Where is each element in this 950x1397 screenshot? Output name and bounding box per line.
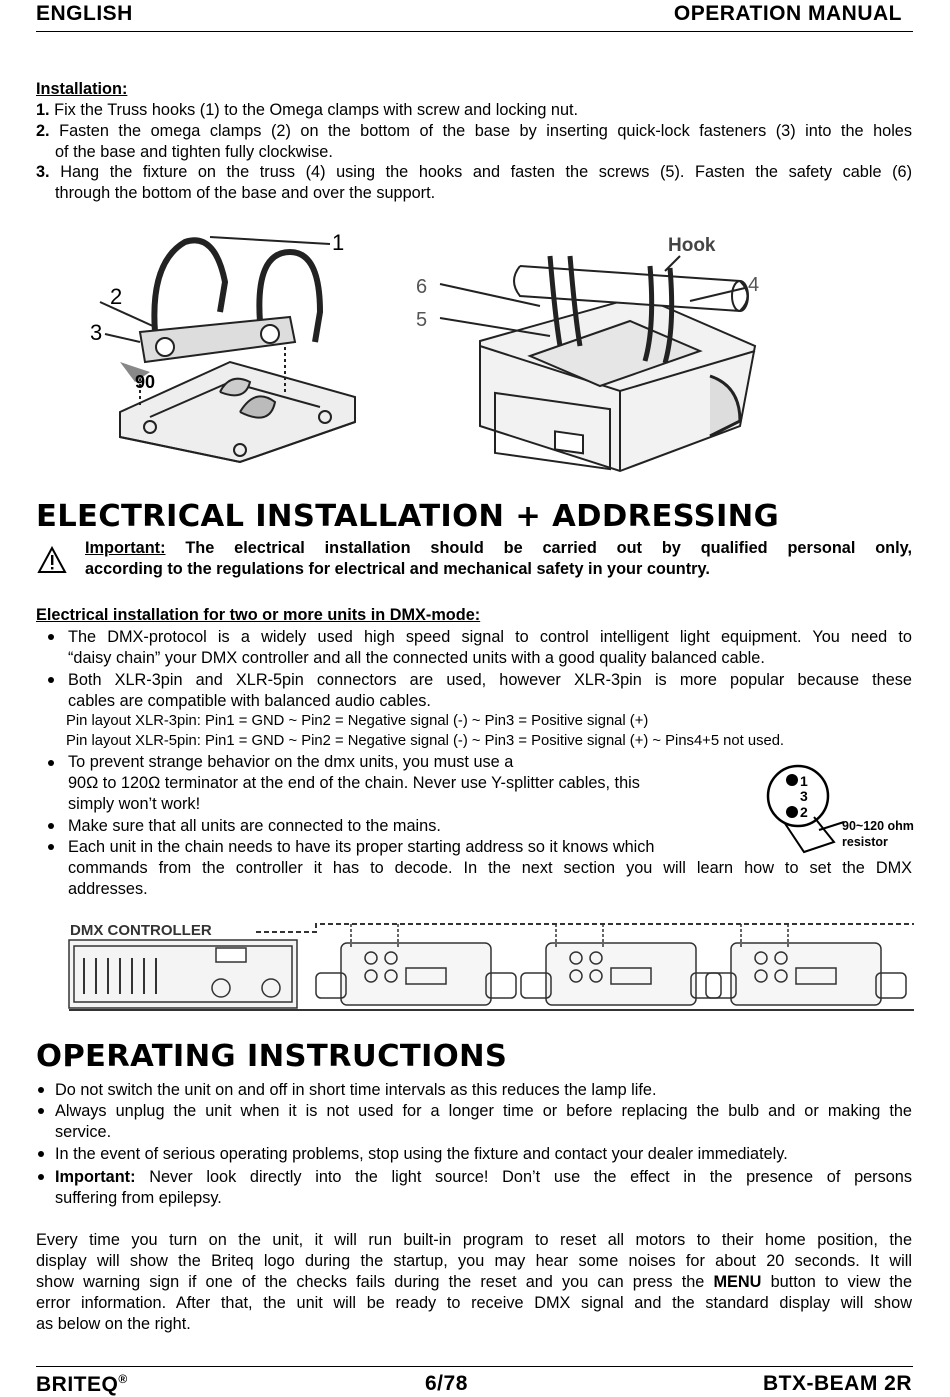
important-text: The electrical installation should be carried out by qualified personal only,	[185, 539, 912, 557]
bullet	[48, 823, 54, 829]
bullet	[38, 1087, 44, 1093]
operating-bullet-3: In the event of serious operating problems, stop using the fixture and contact your dealer immediately.	[55, 1145, 788, 1163]
step-number: 2.	[36, 122, 50, 140]
electrical-heading: ELECTRICAL INSTALLATION + ADDRESSING	[36, 499, 780, 534]
startup-paragraph-3	[36, 1272, 912, 1293]
step-number: 1.	[36, 101, 50, 119]
footer-rule	[36, 1366, 913, 1367]
operating-bullet-4	[55, 1167, 912, 1188]
brand-name: BRITEQ	[36, 1373, 119, 1396]
registered-mark: ®	[118, 1372, 128, 1386]
xlr-terminator-illustration	[764, 762, 924, 854]
step-2	[36, 121, 912, 142]
operating-bullet-2-cont: service.	[55, 1123, 112, 1141]
step-1	[36, 100, 912, 121]
pin-layout-3pin: Pin layout XLR-3pin: Pin1 = GND ~ Pin2 = Negative signal (-) ~ Pin3 = Positive signal (+)	[66, 713, 649, 729]
step-text: Fix the Truss hooks (1) to the Omega clamps with screw and locking nut.	[54, 101, 579, 119]
important-text-cont: according to the regulations for electrical and mechanical safety in your country.	[85, 560, 710, 578]
dmx-fixture-3	[706, 924, 906, 1005]
startup-text: button to view the	[770, 1273, 913, 1291]
startup-paragraph-4: error information. After that, the unit will be ready to receive DMX signal and the standard display will show	[36, 1294, 912, 1312]
hook-label: Hook	[668, 235, 716, 256]
dmx-bullet-3: To prevent strange behavior on the dmx units, you must use a	[68, 753, 514, 771]
dmx-bullet-4: Make sure that all units are connected to the mains.	[68, 817, 441, 835]
callout-2: 2	[110, 284, 123, 309]
fixture-hook-illustration	[410, 226, 770, 476]
resistor-label: 90~120 ohm	[842, 819, 914, 833]
resistor-label-2: resistor	[842, 835, 888, 849]
dmx-chain-diagram	[66, 918, 914, 1013]
menu-button-label: MENU	[713, 1273, 762, 1291]
dmx-bullet-2: Both XLR-3pin and XLR-5pin connectors are used, however XLR-3pin is more popular because these	[68, 671, 912, 689]
angle-label: 90	[135, 372, 156, 392]
dmx-bullet-5-cont: commands from the controller it has to decode. In the next section you will learn how to set the DMX	[68, 859, 912, 877]
xlr-pin-1: 1	[800, 773, 808, 789]
dmx-bullet-3-cont: 90Ω to 120Ω terminator at the end of the chain. Never use Y-splitter cables, this	[68, 774, 640, 792]
bullet	[48, 634, 54, 640]
step-text: Fasten the omega clamps (2) on the bottom of the base by inserting quick-lock fasteners (3) into the holes	[59, 122, 913, 140]
installation-title: Installation:	[36, 80, 128, 98]
startup-paragraph-2: display will show the Briteq logo during the startup, you may hear some noises for about 20 seconds. It will	[36, 1252, 912, 1270]
callout-4: 4	[748, 274, 760, 296]
step-3	[36, 162, 912, 183]
important-label: Important:	[55, 1168, 136, 1186]
dmx-bullet-3-cont2: simply won’t work!	[68, 795, 201, 813]
bullet	[48, 677, 54, 683]
callout-5: 5	[416, 309, 428, 331]
footer-brand	[36, 1372, 128, 1397]
warning-icon	[37, 546, 67, 574]
dmx-title: Electrical installation for two or more units in DMX-mode:	[36, 606, 481, 624]
important-note	[85, 538, 912, 559]
dmx-fixture-2	[521, 924, 721, 1005]
dmx-controller-label: DMX CONTROLLER	[70, 922, 212, 939]
dmx-bullet-1-cont: “daisy chain” your DMX controller and all the connected units with a good quality balanced cable.	[68, 649, 765, 667]
startup-text: show warning sign if one of the checks fails during the reset and you can press the	[36, 1273, 705, 1291]
step-number: 3.	[36, 163, 50, 181]
bullet	[48, 760, 54, 766]
dmx-bullet-2-cont: cables are compatible with balanced audio cables.	[68, 692, 431, 710]
page-number: 6/78	[425, 1372, 468, 1395]
callout-6: 6	[416, 276, 428, 298]
step-3-cont: through the bottom of the base and over the support.	[55, 184, 436, 202]
operating-bullet-1: Do not switch the unit on and off in short time intervals as this reduces the lamp life.	[55, 1081, 657, 1099]
step-2-cont: of the base and tighten fully clockwise.	[55, 143, 333, 161]
xlr-pin-2: 2	[800, 804, 808, 820]
bullet	[48, 844, 54, 850]
operating-heading: OPERATING INSTRUCTIONS	[36, 1039, 508, 1074]
startup-paragraph-5: as below on the right.	[36, 1315, 191, 1333]
footer-model: BTX-BEAM 2R	[762, 1372, 912, 1395]
header-right: OPERATION MANUAL	[673, 2, 902, 25]
bullet	[38, 1151, 44, 1157]
callout-1: 1	[332, 230, 345, 255]
bullet	[38, 1108, 44, 1114]
callout-3: 3	[90, 320, 103, 345]
pin-layout-5pin: Pin layout XLR-5pin: Pin1 = GND ~ Pin2 = Negative signal (-) ~ Pin3 = Positive signal (+) ~ Pins4+5 not used.	[66, 733, 785, 749]
dmx-bullet-5-cont2: addresses.	[68, 880, 148, 898]
important-label: Important:	[85, 539, 166, 557]
operating-bullet-4-cont: suffering from epilepsy.	[55, 1189, 222, 1207]
operating-bullet-2: Always unplug the unit when it is not used for a longer time or before replacing the bulb and or making the	[55, 1102, 912, 1120]
xlr-pin-3: 3	[800, 788, 808, 804]
header-left: ENGLISH	[36, 2, 133, 25]
startup-paragraph-1: Every time you turn on the unit, it will run built-in program to reset all motors to their home position, the	[36, 1231, 912, 1249]
dmx-fixture-1	[316, 924, 516, 1005]
important-text: Never look directly into the light source! Don’t use the effect in the presence of persons	[149, 1168, 912, 1186]
omega-clamp-illustration	[80, 222, 370, 477]
bullet	[38, 1174, 44, 1180]
dmx-bullet-5: Each unit in the chain needs to have its proper starting address so it knows which	[68, 838, 655, 856]
step-text: Hang the fixture on the truss (4) using the hooks and fasten the screws (5). Fasten the safety cable (6)	[60, 163, 913, 181]
header-rule	[36, 31, 913, 32]
dmx-bullet-1: The DMX-protocol is a widely used high speed signal to control intelligent light equipment. You need to	[68, 628, 912, 646]
